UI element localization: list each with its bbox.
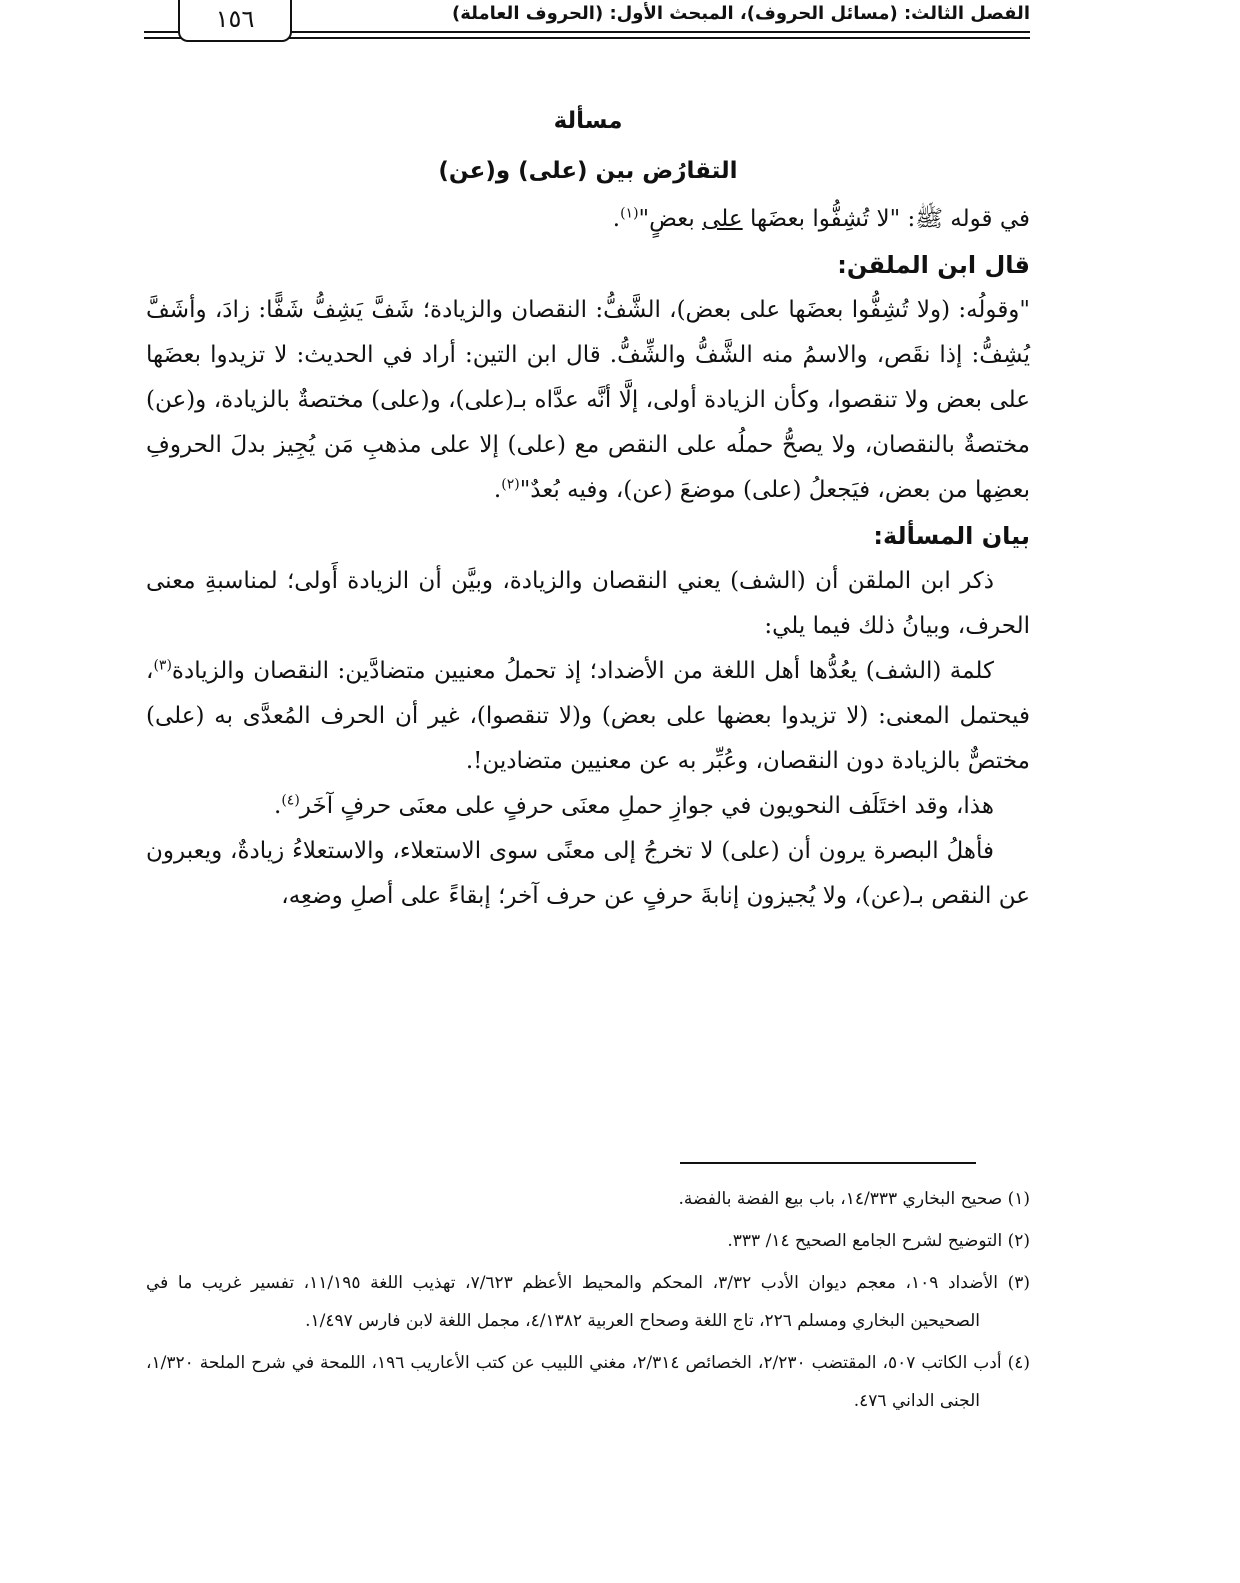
heading-ibn-almulaqqin: قال ابن الملقن: bbox=[837, 251, 1030, 279]
page-header bbox=[0, 0, 1240, 50]
hadith-intro: في قوله ﷺ: "لا تُشِفُّوا بعضَها bbox=[742, 206, 1030, 232]
section-subtitle: التقارُض بين (على) و(عن) bbox=[438, 158, 738, 184]
section-title: مسألة bbox=[553, 108, 623, 134]
paragraph-3 bbox=[146, 784, 1030, 829]
footnote-ref-2: (٢) bbox=[501, 476, 520, 493]
paragraph-3-text-a: هذا، وقد اختَلَف النحويون في جوازِ حملِ معنَى حرفٍ على معنَى حرفٍ آخَر bbox=[299, 793, 994, 819]
footnote-2: (٢) التوضيح لشرح الجامع الصحيح ١٤/ ٣٣٣. bbox=[727, 1231, 1030, 1251]
footnotes bbox=[146, 1180, 1030, 1424]
running-header-title: الفصل الثالث: (مسائل الحروف)، المبحث الأول: (الحروف العاملة) bbox=[452, 3, 1030, 24]
paragraph-2-text-b: ، فيحتمل المعنى: (لا تزيدوا بعضها على بعض) و(لا تنقصوا)، غير أن الحرف المُعدَّى به (على) مختصٌّ بالزيادة دون النقصان، وعُبِّر به عن معنيين متضادين!. bbox=[146, 658, 1030, 774]
footnote-1: (١) صحيح البخاري ١٤/٣٣٣، باب بيع الفضة بالفضة. bbox=[678, 1189, 1030, 1209]
page-number: ١٥٦ bbox=[178, 0, 292, 42]
paragraph-3-text-b: . bbox=[274, 793, 282, 819]
paragraph-2-text-a: كلمة (الشف) يعُدُّها أهل اللغة من الأضداد؛ إذ تحملُ معنيين متضادَّين: النقصان والزيادة bbox=[171, 658, 994, 684]
paragraph-1: ذكر ابن الملقن أن (الشف) يعني النقصان والزيادة، وبيَّن أن الزيادة أَولى؛ لمناسبةِ معنى الحرف، وبيانُ ذلك فيما يلي: bbox=[146, 568, 1030, 639]
paragraph-2 bbox=[146, 649, 1030, 784]
footnote-3: (٣) الأضداد ١٠٩، معجم ديوان الأدب ٣/٣٢، المحكم والمحيط الأعظم ٧/٦٢٣، تهذيب اللغة ١١/١٩٥، تفسير غريب ما في الصحيحين البخاري ومسلم ٢٢٦، تاج اللغة وصحاح العربية ٤/١٣٨٢، مجمل اللغة لابن فارس ١/٤٩٧. bbox=[146, 1273, 1031, 1331]
footnote-ref-3: (٣) bbox=[153, 657, 172, 674]
main-content bbox=[146, 96, 1030, 919]
footnote-separator bbox=[680, 1162, 976, 1164]
footnote-4: (٤) أدب الكاتب ٥٠٧، المقتضب ٢/٢٣٠، الخصائص ٢/٣١٤، مغني اللبيب عن كتب الأعاريب ١٩٦، اللمحة في شرح الملحة ١/٣٢٠، الجنى الداني ٤٧٦. bbox=[146, 1353, 1030, 1411]
hadith-line bbox=[146, 196, 1030, 242]
heading-explanation: بيان المسألة: bbox=[873, 522, 1030, 550]
footnote-ref-1: (١) bbox=[620, 205, 639, 222]
footnote-ref-4: (٤) bbox=[281, 792, 300, 809]
hadith-end: بعضٍ" bbox=[638, 206, 703, 232]
paragraph-4: فأهلُ البصرة يرون أن (على) لا تخرجُ إلى معنًى سوى الاستعلاء، والاستعلاءُ زيادةٌ، ويعبرون عن النقص بـ(عن)، ولا يُجيزون إنابةَ حرفٍ عن حرف آخر؛ إبقاءً على أصلِ وضعِه، bbox=[146, 838, 1030, 909]
quote-text: "وقولُه: (ولا تُشِفُّوا بعضَها على بعض)، الشَّفُّ: النقصان والزيادة؛ شَفَّ يَشِفُّ شَفًّا: زادَ، وأشَفَّ يُشِفُّ: إذا نقَص، والاسمُ منه الشَّفُّ والشِّفُّ. قال ابن التين: أراد في الحديث: لا تزيدوا بعضَها على بعض ولا تنقصوا، وكأن الزيادة أولى، إلَّا أنَّه عدَّاه بـ(على)، و(على) مختصةٌ بالزيادة، و(عن) مختصةٌ بالنقصان، ولا يصحُّ حملُه على النقص مع (على) إلا على مذهبِ مَن يُجِيز بدلَ الحروفِ بعضِها من بعض، فيَجعلُ (على) موضعَ (عن)، وفيه بُعدٌ" bbox=[146, 297, 1030, 503]
quote-paragraph bbox=[146, 288, 1030, 513]
hadith-underlined-word: على bbox=[702, 206, 743, 232]
quote-period: . bbox=[493, 477, 502, 503]
hadith-period: . bbox=[612, 206, 621, 232]
